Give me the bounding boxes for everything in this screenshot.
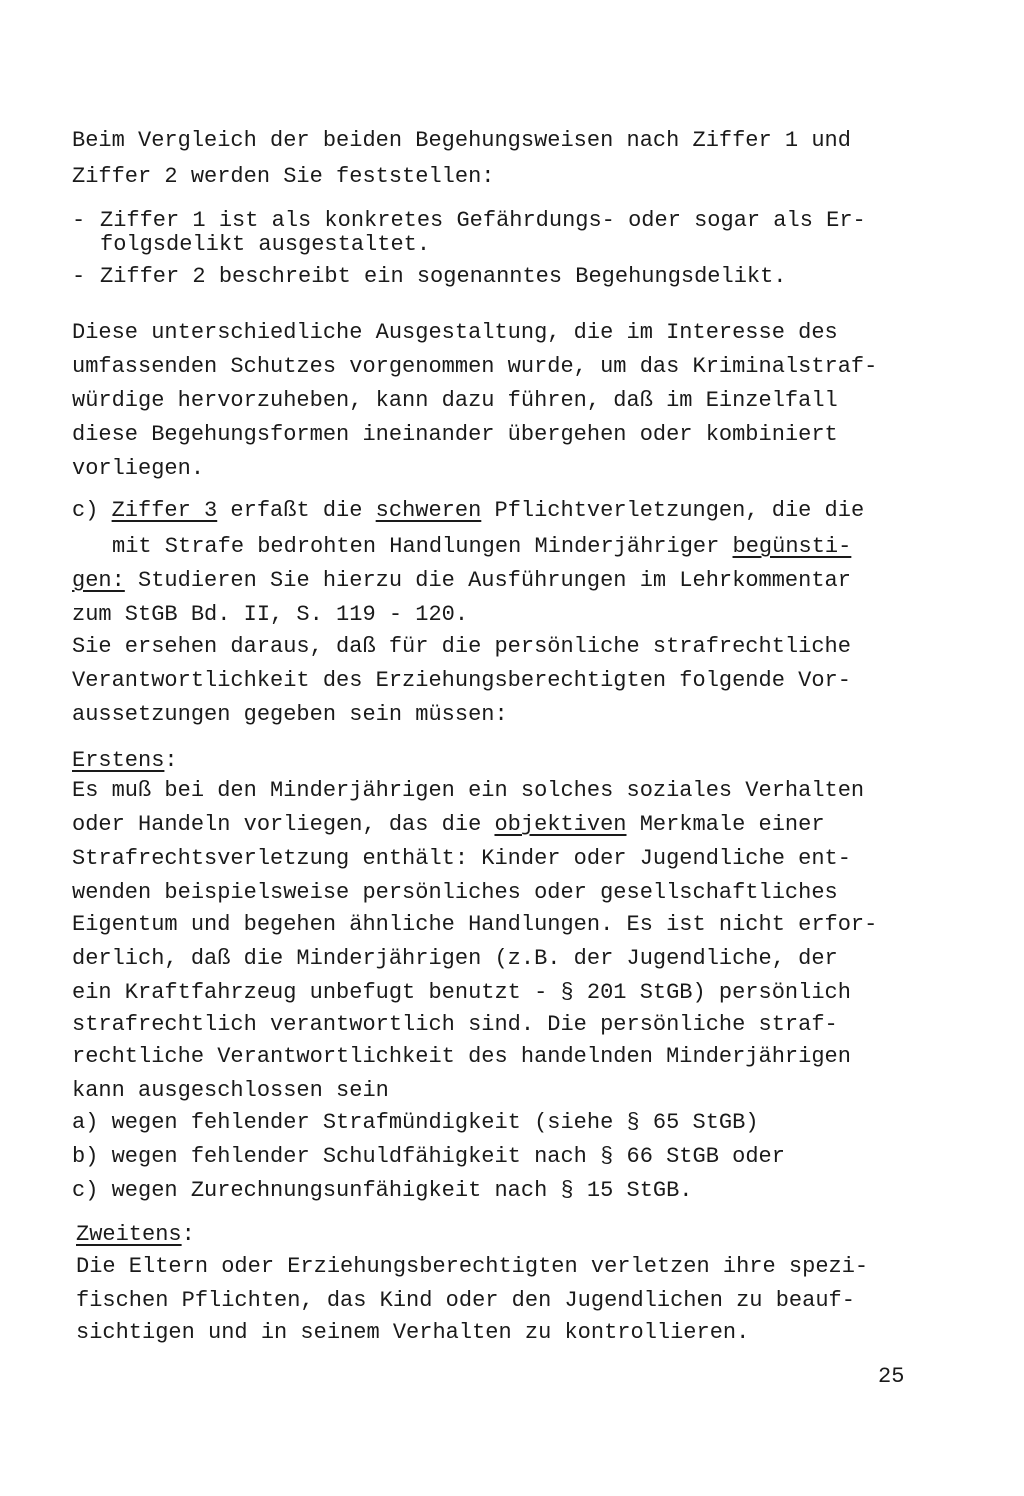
bullet-marker: - [72, 264, 86, 289]
erstens-line-5: Eigentum und begehen ähnliche Handlungen. Es ist nicht erfor- [72, 912, 878, 937]
erstens-line-9: rechtliche Verantwortlichkeit des handelnden Minderjährigen [72, 1044, 851, 1069]
para2-line-2: umfassenden Schutzes vorgenommen wurde, um das Kriminalstraf- [72, 354, 878, 379]
para2-line-3: würdige hervorzuheben, kann dazu führen, daß im Einzelfall [72, 388, 838, 413]
zweitens-heading-text: Zweitens [76, 1222, 182, 1247]
para2-line-4: diese Begehungsformen ineinander übergehen oder kombiniert [72, 422, 838, 447]
schweren-underlined: schweren [375, 498, 482, 523]
erstens-line-10: kann ausgeschlossen sein [72, 1078, 389, 1103]
erstens-heading-text: Erstens [72, 748, 165, 773]
gen-underlined: gen: [72, 568, 125, 593]
bullet-marker: - [72, 208, 86, 233]
item-text: wegen fehlender Schuldfähigkeit nach § 66 StGB oder [111, 1144, 785, 1169]
section-c-line-6: Verantwortlichkeit des Erziehungsberechtigten folgende Vor- [72, 668, 851, 693]
erstens-line-8: strafrechtlich verantwortlich sind. Die persönliche straf- [72, 1012, 838, 1037]
item-marker: b) [72, 1144, 99, 1169]
intro-line-2: Ziffer 2 werden Sie feststellen: [72, 164, 495, 189]
section-c-text: Studieren Sie hierzu die Ausführungen im Lehrkommentar [124, 568, 851, 593]
para2-line-5: vorliegen. [72, 456, 205, 481]
erstens-item-a [72, 1110, 759, 1136]
section-c-text: Pflichtverletzungen, die die [481, 498, 865, 523]
item-text: wegen fehlender Strafmündigkeit (siehe § 65 StGB) [111, 1110, 759, 1135]
erstens-heading [72, 748, 178, 774]
section-c-marker: c) [72, 498, 99, 523]
section-c-text: mit Strafe bedrohten Handlungen Minderjähriger [112, 534, 733, 559]
bullet-1-line-1: Ziffer 1 ist als konkretes Gefährdungs- oder sogar als Er- [100, 208, 866, 233]
erstens-line-2 [72, 812, 825, 838]
item-text: wegen Zurechnungsunfähigkeit nach § 15 StGB. [111, 1178, 693, 1203]
ziffer-3-underlined: Ziffer 3 [111, 498, 218, 523]
para2-line-1: Diese unterschiedliche Ausgestaltung, die im Interesse des [72, 320, 838, 345]
page-number: 25 [878, 1364, 905, 1389]
erstens-colon: : [164, 748, 178, 773]
objektiven-underlined: objektiven [494, 812, 627, 837]
erstens-line-1: Es muß bei den Minderjährigen ein solches soziales Verhalten [72, 778, 865, 803]
section-c-line-3 [72, 568, 851, 594]
section-c-line-2 [112, 534, 851, 560]
beguensti-underlined: begünsti- [732, 534, 852, 559]
zweitens-heading [76, 1222, 195, 1248]
erstens-line-4: wenden beispielsweise persönliches oder gesellschaftliches [72, 880, 838, 905]
section-c-line-7: aussetzungen gegeben sein müssen: [72, 702, 508, 727]
erstens-line-7: ein Kraftfahrzeug unbefugt benutzt - § 201 StGB) persönlich [72, 980, 851, 1005]
zweitens-line-2: fischen Pflichten, das Kind oder den Jugendlichen zu beauf- [76, 1288, 855, 1313]
erstens-text: oder Handeln vorliegen, das die [72, 812, 495, 837]
erstens-text: Merkmale einer [626, 812, 825, 837]
zweitens-line-3: sichtigen und in seinem Verhalten zu kontrollieren. [76, 1320, 750, 1345]
intro-line-1: Beim Vergleich der beiden Begehungsweisen nach Ziffer 1 und [72, 128, 851, 153]
erstens-item-c [72, 1178, 693, 1204]
item-marker: a) [72, 1110, 99, 1135]
zweitens-line-1: Die Eltern oder Erziehungsberechtigten verletzen ihre spezi- [76, 1254, 869, 1279]
section-c-text: erfaßt die [217, 498, 376, 523]
item-marker: c) [72, 1178, 99, 1203]
section-c-line-1 [72, 498, 864, 524]
erstens-item-b [72, 1144, 785, 1170]
zweitens-colon: : [181, 1222, 195, 1247]
section-c-line-4: zum StGB Bd. II, S. 119 - 120. [72, 602, 469, 627]
bullet-2-line-1: Ziffer 2 beschreibt ein sogenanntes Begehungsdelikt. [100, 264, 787, 289]
erstens-line-6: derlich, daß die Minderjährigen (z.B. der Jugendliche, der [72, 946, 838, 971]
section-c-line-5: Sie ersehen daraus, daß für die persönliche strafrechtliche [72, 634, 851, 659]
bullet-1-line-2: folgsdelikt ausgestaltet. [100, 232, 431, 257]
erstens-line-3: Strafrechtsverletzung enthält: Kinder oder Jugendliche ent- [72, 846, 851, 871]
